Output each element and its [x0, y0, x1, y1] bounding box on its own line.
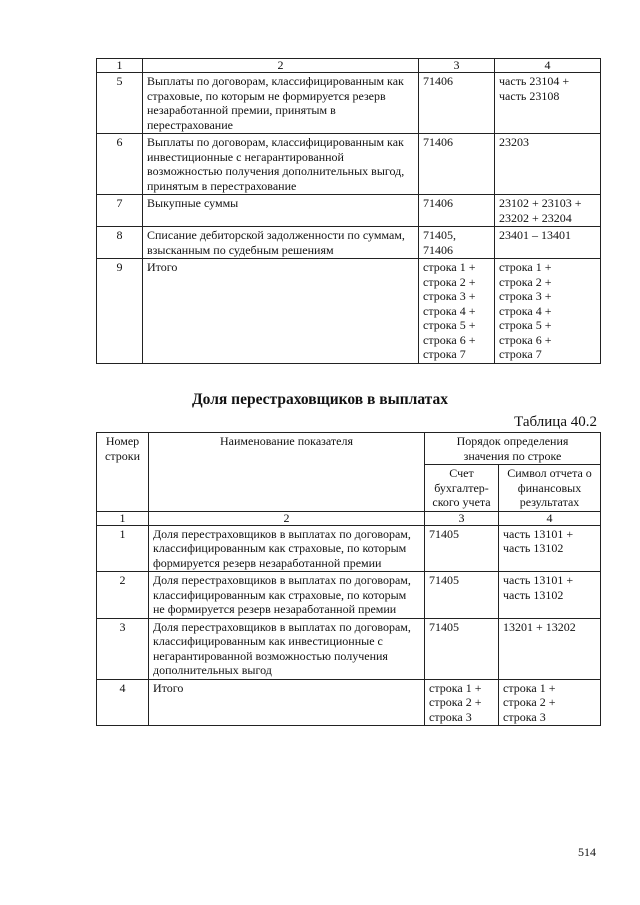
reinsurer-share-table — [96, 432, 601, 726]
indicator-name: Итого — [149, 679, 425, 726]
indicator-name: Доля перестраховщиков в выплатах по договорам, классифицированным как страховые, по которым формируется резерв незаработанной премии — [149, 525, 425, 572]
account-number: 71406 — [419, 195, 495, 227]
column-number: 4 — [499, 511, 601, 525]
account-number: 71406 — [419, 73, 495, 134]
account-number: 71405, 71406 — [419, 227, 495, 259]
indicator-name: Выплаты по договорам, классифицированным как инвестиционные с негарантированной возможностью получения дополнительных выгод, принятым в перестрахование — [143, 134, 419, 195]
row-number: 8 — [97, 227, 143, 259]
payments-table — [96, 58, 601, 364]
indicator-name: Доля перестраховщиков в выплатах по договорам, классифицированным как инвестиционные с негарантированной возможностью получения дополнительных выгод — [149, 618, 425, 679]
report-symbol: часть 23104 + часть 23108 — [495, 73, 601, 134]
header-row — [97, 433, 601, 465]
column-number: 1 — [97, 59, 143, 73]
page-number: 514 — [578, 845, 596, 859]
row-number: 5 — [97, 73, 143, 134]
indicator-name: Выкупные суммы — [143, 195, 419, 227]
symbol-header: Символ отчета о финансовых результатах — [499, 465, 601, 512]
row-number: 1 — [97, 525, 149, 572]
report-symbol: 23401 – 13401 — [495, 227, 601, 259]
account-header: Счет бухгалтер- ского учета — [425, 465, 499, 512]
indicator-name: Выплаты по договорам, классифицированным как страховые, по которым не формируется резерв незаработанной премии, принятым в перестрахование — [143, 73, 419, 134]
report-symbol: часть 13101 + часть 13102 — [499, 525, 601, 572]
table-row — [97, 525, 601, 572]
indicator-name: Списание дебиторской задолженности по суммам, взысканным по судебным решениям — [143, 227, 419, 259]
column-number: 2 — [149, 511, 425, 525]
table-row — [97, 227, 601, 259]
table-caption: Таблица 40.2 — [514, 414, 597, 430]
table-row-total — [97, 259, 601, 364]
account-number: 71405 — [425, 525, 499, 572]
report-symbol: 23203 — [495, 134, 601, 195]
table-row — [97, 572, 601, 619]
column-number: 1 — [97, 511, 149, 525]
section-title: Доля перестраховщиков в выплатах — [192, 391, 448, 408]
row-number: 3 — [97, 618, 149, 679]
row-number: 2 — [97, 572, 149, 619]
row-number: 6 — [97, 134, 143, 195]
account-number: строка 1 + строка 2 + строка 3 + строка 4 + строка 5 + строка 6 + строка 7 — [419, 259, 495, 364]
column-number-row — [97, 511, 601, 525]
indicator-name-header: Наименование показателя — [149, 433, 425, 512]
account-number: 71405 — [425, 572, 499, 619]
indicator-name: Итого — [143, 259, 419, 364]
row-number: 4 — [97, 679, 149, 726]
procedure-header: Порядок определения значения по строке — [425, 433, 601, 465]
table-row — [97, 73, 601, 134]
indicator-name: Доля перестраховщиков в выплатах по договорам, классифицированным как страховые, по которым не формируется резерв незаработанной премии — [149, 572, 425, 619]
column-number-row — [97, 59, 601, 73]
column-number: 4 — [495, 59, 601, 73]
report-symbol: часть 13101 + часть 13102 — [499, 572, 601, 619]
column-number: 3 — [425, 511, 499, 525]
table-row — [97, 134, 601, 195]
report-symbol: строка 1 + строка 2 + строка 3 + строка 4 + строка 5 + строка 6 + строка 7 — [495, 259, 601, 364]
column-number: 3 — [419, 59, 495, 73]
table-row-total — [97, 679, 601, 726]
row-number: 9 — [97, 259, 143, 364]
table-row — [97, 195, 601, 227]
report-symbol: 13201 + 13202 — [499, 618, 601, 679]
account-number: 71406 — [419, 134, 495, 195]
account-number: строка 1 + строка 2 + строка 3 — [425, 679, 499, 726]
row-number: 7 — [97, 195, 143, 227]
table-row — [97, 618, 601, 679]
row-number-header: Номер строки — [97, 433, 149, 512]
report-symbol: строка 1 + строка 2 + строка 3 — [499, 679, 601, 726]
column-number: 2 — [143, 59, 419, 73]
report-symbol: 23102 + 23103 + 23202 + 23204 — [495, 195, 601, 227]
account-number: 71405 — [425, 618, 499, 679]
